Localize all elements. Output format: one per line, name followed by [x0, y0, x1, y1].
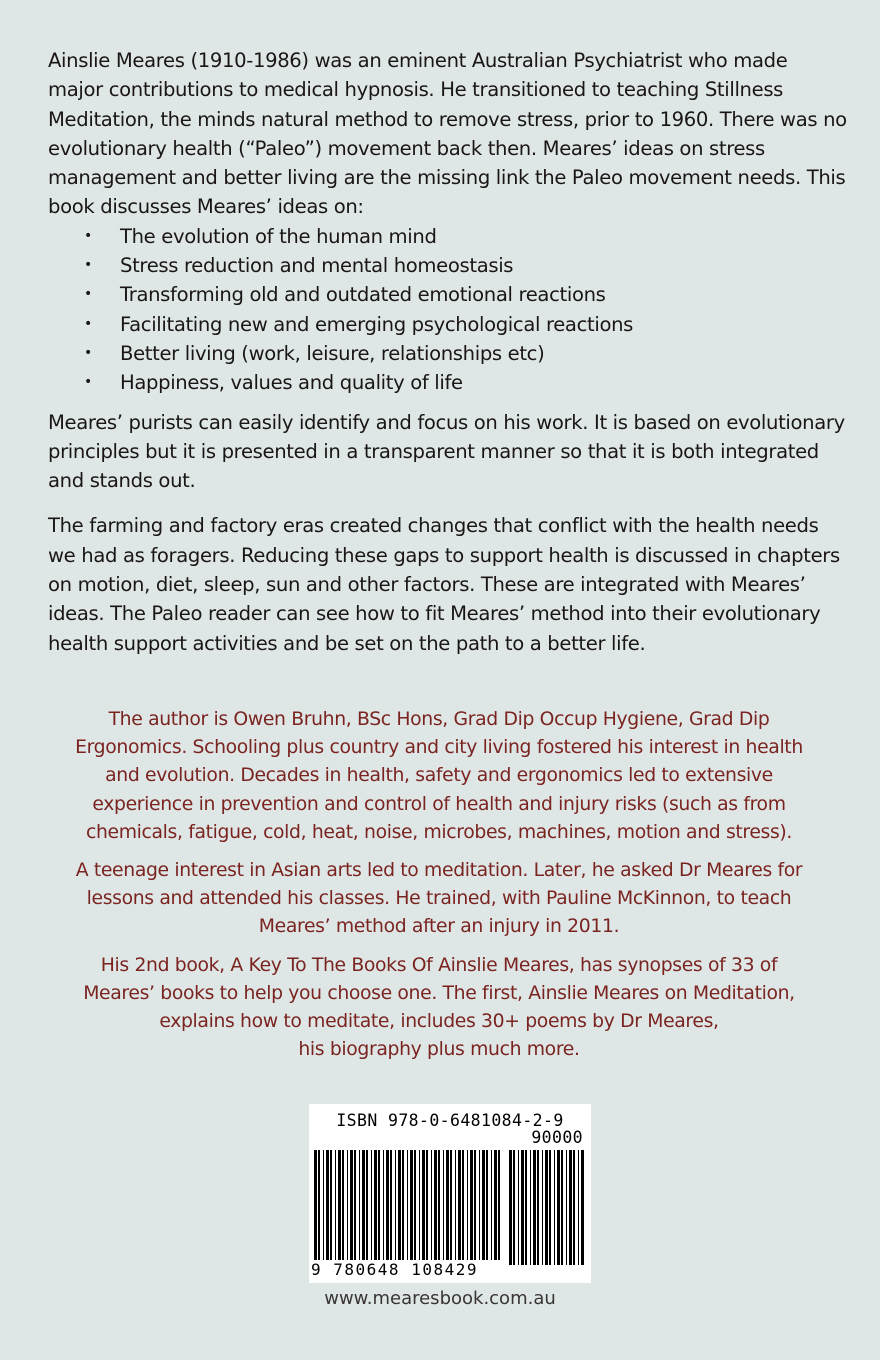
- barcode-bar: [359, 1150, 360, 1265]
- barcode-bar: [323, 1150, 324, 1265]
- barcode-bar: [458, 1150, 461, 1265]
- barcode-bar: [398, 1150, 401, 1265]
- list-item: • The evolution of the human mind: [48, 222, 848, 251]
- barcode-bar: [383, 1150, 384, 1265]
- bullet-icon: •: [84, 315, 92, 332]
- barcode-bar: [347, 1150, 348, 1265]
- barcode-bar: [330, 1150, 332, 1265]
- isbn-barcode: [309, 1104, 591, 1283]
- barcode-bar: [386, 1150, 389, 1265]
- barcode-bar: [395, 1150, 396, 1265]
- barcode-bar: [530, 1150, 531, 1265]
- barcode-bar: [366, 1150, 368, 1265]
- topic-list: [48, 222, 848, 398]
- eras-paragraph: The farming and factory eras created changes that conflict with the health needs we had as foragers. Reducing these gaps to support health is discussed in chapters on motion, diet, sleep, sun and other factors. These are integrated with Meares’ ideas. The Paleo reader can see how to fit Meares’ method into their evolutionary health support activities and be set on the path to a better life.: [48, 514, 840, 655]
- barcode-bar: [462, 1150, 464, 1265]
- isbn-label: ISBN 978-0-6481084-2-9: [336, 1111, 564, 1130]
- list-item: • Better living (work, leisure, relationships etc): [48, 339, 848, 368]
- intro-paragraph: Ainslie Meares (1910-1986) was an eminent Australian Psychiatrist who made major contributions to medical hypnosis. He transitioned to teaching Stillness Meditation, the minds natural method to remove stress, prior to 1960. There was no evolutionary health (“Paleo”) movement back then. Meares’ ideas on stress management and better living are the missing link the Paleo movement needs. This book discusses Meares’ ideas on:: [48, 49, 847, 219]
- barcode-bar: [569, 1150, 572, 1265]
- barcode-bar: [474, 1150, 476, 1265]
- list-item: • Happiness, values and quality of life: [48, 368, 848, 397]
- barcode-bar: [545, 1150, 548, 1265]
- barcode-bar: [557, 1150, 560, 1265]
- barcode-bar: [482, 1150, 485, 1265]
- ean-digits: 9 780648 108429: [311, 1260, 506, 1279]
- author-credentials-paragraph: The author is Owen Bruhn, BSc Hons, Grad Dip Occup Hygiene, Grad Dip Ergonomics. Schooling plus country and city living fostered his interest in health and evolution. Decades in health, safety and ergonomics led to extensive experience in prevention and control of health and injury risks (such as from chemicals, fatigue, cold, heat, noise, microbes, machines, motion and stress).: [75, 709, 803, 843]
- barcode-bar: [566, 1150, 567, 1265]
- barcode-bar: [554, 1150, 555, 1265]
- barcode-bar: [410, 1150, 413, 1265]
- barcode-bar: [573, 1150, 575, 1265]
- barcode-bar: [314, 1150, 317, 1265]
- barcode-bar: [498, 1150, 500, 1265]
- list-item: • Stress reduction and mental homeostasis: [48, 251, 848, 280]
- book-blurb: [48, 46, 848, 658]
- barcode-bar: [354, 1150, 356, 1265]
- bullet-icon: •: [84, 227, 92, 244]
- barcode-bar: [431, 1150, 432, 1265]
- bullet-icon: •: [84, 344, 92, 361]
- barcode-bar: [443, 1150, 444, 1265]
- barcode-bar: [335, 1150, 336, 1265]
- barcode-bar: [581, 1150, 584, 1265]
- barcode-bar: [561, 1150, 563, 1265]
- barcode-bar: [450, 1150, 452, 1265]
- barcode-bar: [467, 1150, 468, 1265]
- barcode-bar: [378, 1150, 380, 1265]
- barcode-bar: [426, 1150, 428, 1265]
- website-url[interactable]: www.mearesbook.com.au: [324, 1288, 556, 1309]
- barcode-bar: [362, 1150, 365, 1265]
- barcode-bar: [455, 1150, 456, 1265]
- barcode-bar: [486, 1150, 488, 1265]
- barcode-bar: [494, 1150, 497, 1265]
- barcode-bar: [338, 1150, 341, 1265]
- barcode-bar: [407, 1150, 408, 1265]
- barcode-bar: [402, 1150, 404, 1265]
- barcode-bar: [491, 1150, 492, 1265]
- bullet-icon: •: [84, 374, 92, 391]
- barcode-bar: [446, 1150, 449, 1265]
- bullet-icon: •: [84, 286, 92, 303]
- list-item: • Transforming old and outdated emotional reactions: [48, 280, 848, 309]
- list-item: • Facilitating new and emerging psychological reactions: [48, 310, 848, 339]
- barcode-bar: [525, 1150, 527, 1265]
- barcode-bar: [326, 1150, 329, 1265]
- barcode-bar: [479, 1150, 480, 1265]
- barcode-bar: [422, 1150, 425, 1265]
- barcode-bar: [419, 1150, 420, 1265]
- addon-barcode-bars: [509, 1150, 585, 1265]
- barcode-bar: [371, 1150, 372, 1265]
- price-code: 90000: [531, 1128, 583, 1147]
- barcode-bar: [533, 1150, 536, 1265]
- bullet-icon: •: [84, 257, 92, 274]
- barcode-bar: [521, 1150, 524, 1265]
- barcode-bar: [549, 1150, 551, 1265]
- author-meditation-paragraph: A teenage interest in Asian arts led to meditation. Later, he asked Dr Meares for lessons and attended his classes. He trained, with Pauline McKinnon, to teach Meares’ method after an injury in 2011.: [75, 860, 803, 938]
- barcode-bar: [390, 1150, 392, 1265]
- barcode-bar: [578, 1150, 579, 1265]
- ean-barcode-bars: [314, 1150, 504, 1265]
- author-books-paragraph: His 2nd book, A Key To The Books Of Ainslie Meares, has synopses of 33 of Meares’ books to help you choose one. The first, Ainslie Meares on Meditation, explains how to meditate, includes 30+ poems by Dr Meares, his biography plus much more.: [83, 954, 795, 1061]
- barcode-bar: [374, 1150, 377, 1265]
- barcode-bar: [509, 1150, 512, 1265]
- barcode-bar: [342, 1150, 344, 1265]
- purists-paragraph: Meares’ purists can easily identify and focus on his work. It is based on evolutionary principles but it is presented in a transparent manner so that it is both integrated and stands out.: [48, 410, 845, 493]
- barcode-bar: [414, 1150, 416, 1265]
- author-bio: [66, 706, 812, 1074]
- barcode-bar: [438, 1150, 440, 1265]
- barcode-bar: [542, 1150, 543, 1265]
- barcode-bar: [350, 1150, 353, 1265]
- barcode-bar: [537, 1150, 539, 1265]
- barcode-bar: [513, 1150, 515, 1265]
- barcode-bar: [470, 1150, 473, 1265]
- barcode-bar: [318, 1150, 320, 1265]
- barcode-bar: [518, 1150, 519, 1265]
- barcode-bar: [434, 1150, 437, 1265]
